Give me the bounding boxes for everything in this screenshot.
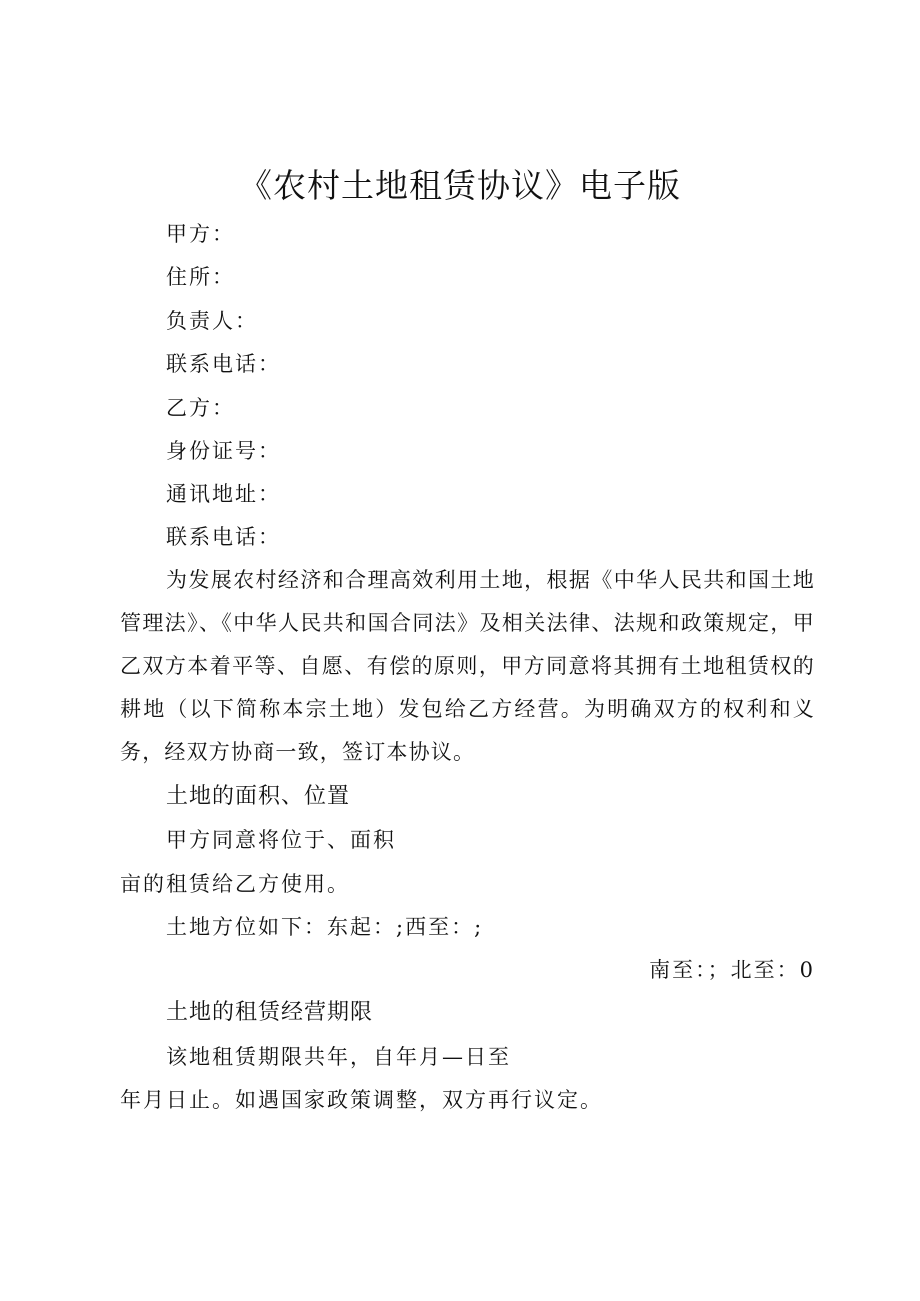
section1-line: 南至：；北至：0	[649, 958, 815, 982]
party-b-id-number: 身份证号：	[166, 439, 281, 463]
document-title: 《农村土地租赁协议》电子版	[239, 166, 681, 205]
section2-line: 年月日止。如遇国家政策调整，双方再行议定。	[120, 1088, 603, 1112]
party-a-label: 甲方：	[166, 222, 235, 246]
party-a-person-in-charge: 负责人：	[166, 309, 258, 333]
section2-line: 该地租赁期限共年，自年月—日至	[166, 1045, 511, 1069]
party-a-address: 住所：	[166, 265, 235, 289]
section1-line: 土地方位如下：东起：;西至：;	[166, 915, 484, 939]
section-heading-lease-term: 土地的租赁经营期限	[166, 1000, 374, 1025]
party-b-phone: 联系电话：	[166, 525, 281, 549]
section-heading-area-location: 土地的面积、位置	[166, 784, 351, 809]
section1-line: 亩的租赁给乙方使用。	[120, 872, 350, 896]
section1-line: 甲方同意将位于、面积	[166, 828, 396, 852]
party-b-label: 乙方：	[166, 396, 235, 420]
preamble-paragraph: 为发展农村经济和合理高效利用土地，根据《中华人民共和国土地管理法》、《中华人民共和国合同法》及相关法律、法规和政策规定，甲乙双方本着平等、自愿、有偿的原则，甲方同意将其拥有土地租赁权的耕地（以下简称本宗土地）发包给乙方经营。为明确双方的权利和义务，经双方协商一致，签订本协议。	[120, 568, 815, 764]
party-b-mail-address: 通讯地址：	[166, 482, 281, 506]
party-a-phone: 联系电话：	[166, 352, 281, 376]
